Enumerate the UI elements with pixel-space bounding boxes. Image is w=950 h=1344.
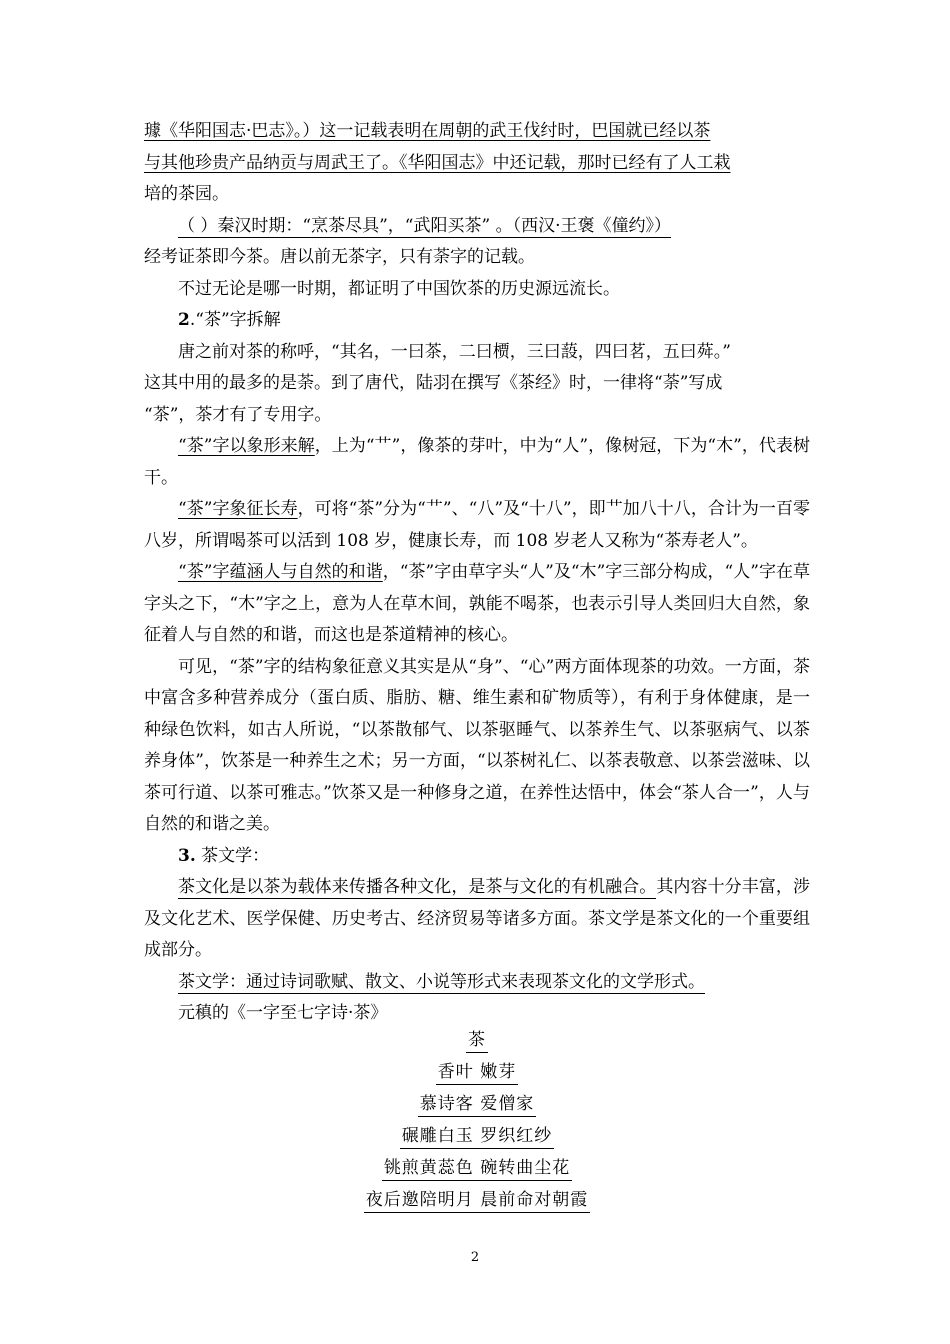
paragraph-body-mind: 可见，“茶”字的结构象征意义其实是从“身”、“心”两方面体现茶的功效。一方面，茶中富含多种营养成分（蛋白质、脂肪、糖、维生素和矿物质等），有利于身体健康，是一种绿色饮料，如古人所说，“以茶散郁气、以茶驱睡气、以茶养生气、以茶驱病气、以茶养身体”，饮茶是一种养生之术；另一方面，“以茶树礼仁、以茶表敬意、以茶尝滋味、以茶可行道、以茶可雅志。”饮茶又是一种修身之道，在养性达悟中，体会“茶人合一”，人与自然的和谐之美。: [144, 656, 810, 834]
underlined-phrase: 茶文化是以茶为载体来传播各种文化，是茶与文化的有机融合。: [178, 877, 657, 897]
paragraph-longevity: [144, 494, 810, 557]
paragraph-rest: ，可将“茶”分为“艹”、“八”及“十八”，即艹加八十八，合计为一百零八岁，所谓喝茶可以活到 108 岁，健康长寿，而 108 岁老人又称为“茶寿老人”。: [144, 499, 810, 551]
underlined-phrase: 茶文学：通过诗词歌赋、散文、小说等形式来表现茶文化的文学形式。: [178, 971, 705, 992]
section-heading-3: [144, 841, 810, 873]
heading-text: .“茶”字拆解: [189, 310, 281, 330]
paragraph-tea-culture: [144, 872, 810, 967]
poem-line: 茶: [144, 1024, 810, 1056]
paragraph-line: 这其中用的最多的是荼。到了唐代，陆羽在撰写《茶经》时，一律将“荼”写成: [144, 373, 723, 393]
underlined-phrase: “茶”字蕴涵人与自然的和谐: [178, 562, 383, 582]
poem-line: 慕诗客 爱僧家: [144, 1088, 810, 1120]
section-heading-2: [144, 305, 810, 337]
document-body: [144, 116, 810, 1030]
paragraph-line: 经考证茶即今茶。唐以前无茶字，只有荼字的记载。: [144, 247, 535, 267]
paragraph-poem-title: 元稹的《一字至七字诗·茶》: [178, 1003, 388, 1023]
poem-line: 碾雕白玉 罗织红纱: [144, 1120, 810, 1152]
heading-number: 3.: [178, 845, 196, 866]
poem-line: 夜后邀陪明月 晨前命对朝霞: [144, 1184, 810, 1216]
poem-line: 铫煎黄蕊色 碗转曲尘花: [144, 1152, 810, 1184]
heading-text: 茶文学：: [195, 845, 270, 866]
underlined-phrase: “茶”字象征长寿: [178, 499, 298, 519]
paragraph-conclusion: 不过无论是哪一时期，都证明了中国饮茶的历史源远流长。: [178, 278, 620, 299]
underlined-line: （ ）秦汉时期：“烹茶尽具”，“武阳买茶” 。（西汉·王褒《僮约》）: [178, 215, 671, 236]
paragraph-huayang: [144, 116, 810, 211]
poem-line: 香叶 嫩芽: [144, 1056, 810, 1088]
paragraph-qinhan: [144, 211, 810, 274]
paragraph-line: 唐之前对茶的称呼，“其名，一曰茶，二曰槚，三曰蔎，四曰茗，五曰荈。”: [178, 341, 731, 362]
underlined-line: 璩《华阳国志·巴志》。）这一记载表明在周朝的武王伐纣时，巴国就已经以茶: [144, 121, 711, 141]
poem-one-to-seven-character: [144, 1024, 810, 1216]
heading-number: 2: [178, 310, 190, 330]
paragraph-tea-literature: [144, 967, 810, 999]
paragraph-harmony: [144, 557, 810, 652]
underlined-line: 与其他珍贵产品纳贡与周武王了。《华阳国志》中还记载，那时已经有了人工栽: [144, 152, 731, 173]
paragraph-tang-names: [144, 337, 810, 432]
page-number: 2: [470, 1250, 480, 1265]
paragraph-line: “茶”，茶才有了专用字。: [144, 404, 332, 425]
paragraph-rest: ，“茶”字由草字头“人”及“木”字三部分构成，“人”字在草字头之下，“木”字之上，意为人在草木间，孰能不喝茶，也表示引导人类回归大自然，象征着人与自然的和谐，而这也是茶道精神的核心。: [144, 562, 810, 645]
underlined-phrase: “茶”字以象形来解: [178, 436, 315, 456]
paragraph-rest: 其内容十分丰富，涉及文化艺术、医学保健、历史考古、经济贸易等诸多方面。茶文学是茶文化的一个重要组成部分。: [144, 877, 811, 960]
paragraph-pictograph: [144, 431, 810, 494]
paragraph-line: 培的茶园。: [144, 184, 229, 204]
paragraph-rest: ，上为“艹”，像茶的芽叶，中为“人”，像树冠，下为“木”，代表树干。: [144, 436, 810, 488]
